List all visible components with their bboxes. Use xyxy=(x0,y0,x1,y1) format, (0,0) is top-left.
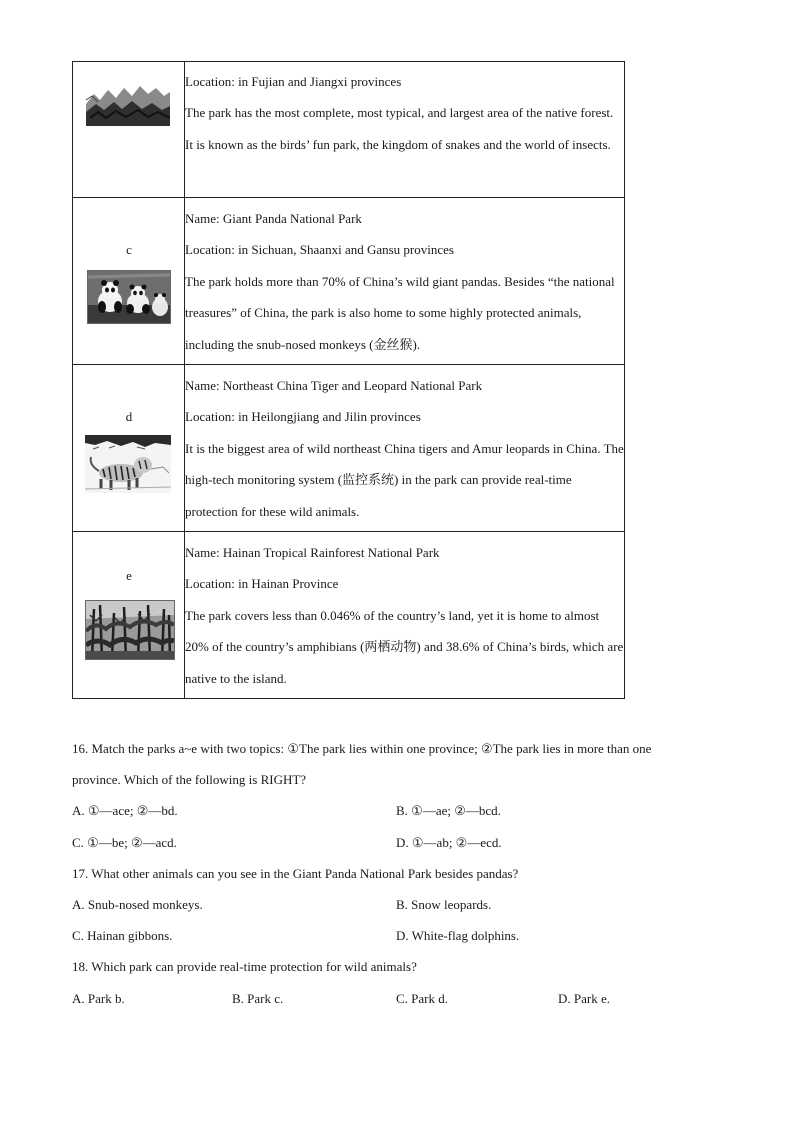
option-b[interactable]: B. ①—ae; ②—bcd. xyxy=(396,803,501,819)
giant-panda-photo xyxy=(87,270,171,324)
question-18-stem: 18. Which park can provide real-time protection for wild animals? xyxy=(72,959,417,975)
question-18-options xyxy=(72,983,732,1014)
park-row xyxy=(73,365,625,532)
option-b[interactable]: B. Snow leopards. xyxy=(396,896,492,912)
option-a[interactable]: A. Snub-nosed monkeys. xyxy=(72,896,203,912)
park-row xyxy=(73,198,625,365)
question-17-options-row1 xyxy=(72,889,732,920)
parks-table xyxy=(72,61,625,699)
mountain-forest-photo xyxy=(86,82,170,126)
park-row xyxy=(73,532,625,699)
park-image-cell xyxy=(73,365,185,532)
park-name: Name: Giant Panda National Park xyxy=(185,211,362,226)
option-c[interactable]: C. ①—be; ②—acd. xyxy=(72,834,177,850)
park-image-cell xyxy=(73,62,185,198)
park-name: Name: Hainan Tropical Rainforest National Park xyxy=(185,545,440,560)
park-location: Location: in Fujian and Jiangxi provinces xyxy=(185,74,402,89)
park-info-cell xyxy=(185,532,625,699)
park-row xyxy=(73,62,625,198)
park-description: The park has the most complete, most typical, and largest area of the native forest. It is known as the birds’ fun park, the kingdom of snakes and the world of insects. xyxy=(185,105,614,152)
question-16-options-row2 xyxy=(72,827,732,858)
option-d[interactable]: D. White-flag dolphins. xyxy=(396,928,520,944)
option-a[interactable]: A. Park b. xyxy=(72,990,125,1006)
park-info-cell xyxy=(185,365,625,532)
question-17-options-row2 xyxy=(72,920,732,951)
option-a[interactable]: A. ①—ace; ②—bd. xyxy=(72,803,178,819)
park-location: Location: in Heilongjiang and Jilin provinces xyxy=(185,409,421,425)
option-c[interactable]: C. Hainan gibbons. xyxy=(72,928,173,944)
questions-section xyxy=(72,733,732,1014)
park-description: The park covers less than 0.046% of the country’s land, yet it is home to almost 20% of the country’s amphibians (两栖动物) and 38.6% of China’s birds, which are native to the island. xyxy=(185,607,624,686)
park-letter: c xyxy=(126,242,132,257)
park-description: It is the biggest area of wild northeast China tigers and Amur leopards in China. The high-tech monitoring system (监控系统) in the park can provide real-time protection for these wild animals. xyxy=(185,440,624,519)
option-d[interactable]: D. Park e. xyxy=(558,990,610,1006)
park-letter: e xyxy=(126,568,132,583)
question-16-options-row1 xyxy=(72,795,732,826)
option-c[interactable]: C. Park d. xyxy=(396,990,448,1006)
rainforest-photo xyxy=(85,600,175,660)
park-info-cell xyxy=(185,198,625,365)
park-description: The park holds more than 70% of China’s wild giant pandas. Besides “the national treasures” of China, the park is also home to some highly protected animals, including the snub-nosed monkeys (金丝猴). xyxy=(185,273,615,352)
question-16-stem-cont: province. Which of the following is RIGHT? xyxy=(72,772,307,788)
park-image-cell xyxy=(73,532,185,699)
park-info-cell xyxy=(185,62,625,198)
option-d[interactable]: D. ①—ab; ②—ecd. xyxy=(396,834,502,850)
question-16-stem: 16. Match the parks a~e with two topics: ①The park lies within one province; ②The park lies in more than one xyxy=(72,741,652,756)
tiger-photo xyxy=(85,435,171,493)
park-image-cell xyxy=(73,198,185,365)
park-name: Name: Northeast China Tiger and Leopard National Park xyxy=(185,378,483,393)
question-17-stem: 17. What other animals can you see in the Giant Panda National Park besides pandas? xyxy=(72,865,519,881)
park-location: Location: in Hainan Province xyxy=(185,576,339,592)
park-location: Location: in Sichuan, Shaanxi and Gansu provinces xyxy=(185,242,454,258)
park-letter: d xyxy=(125,409,133,424)
option-b[interactable]: B. Park c. xyxy=(232,990,284,1006)
